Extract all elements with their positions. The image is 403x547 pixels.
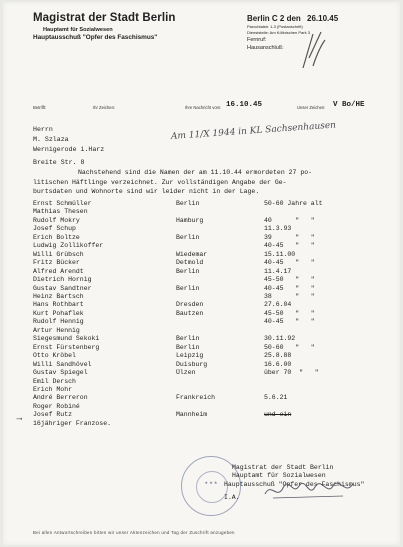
victim-place: [176, 318, 264, 326]
victim-date: über 70 " ": [264, 369, 319, 377]
victim-place: Berlin: [176, 233, 200, 241]
ihre-nachricht-value: 16.10.45: [226, 101, 263, 109]
recipient-address: [33, 125, 104, 168]
victim-place: Ülzen: [176, 369, 196, 377]
victim-row: [33, 420, 334, 428]
paragraph-line: burtsdaten und Wohnorte sind wir leider nicht in der Lage.: [33, 188, 260, 195]
footer-note: Bei allen Antwortschreiben bitten wir unser Aktenzeichen und Tag der Zuschrift anzugeben: [33, 530, 235, 535]
victim-name: Emil Dersch: [33, 377, 76, 385]
victim-row: [33, 200, 334, 208]
paragraph-line: litischen Häftlinge verzeichnet. Zur vollständigen Angabe der Ge-: [33, 178, 287, 186]
stamp-lettering: ★ ★ ★: [204, 480, 218, 485]
victim-name: Alfred Arendt: [33, 267, 84, 275]
victim-date: 50-60 Jahre alt: [264, 200, 323, 207]
victim-place: [176, 242, 264, 250]
victim-row: [33, 403, 334, 411]
victim-date: 11.4.17: [264, 267, 292, 275]
victim-place: Wiedemar: [176, 250, 208, 258]
victim-name: André Berreron: [33, 394, 88, 402]
letterhead-committee: Hauptausschuß "Opfer des Faschismus": [33, 34, 158, 41]
victim-row: [33, 352, 334, 360]
victim-row: [33, 225, 334, 233]
victim-name: Artur Hennig: [33, 326, 80, 334]
victim-date: 16.6.00: [264, 360, 292, 368]
victim-place: [176, 386, 264, 394]
victim-row: [33, 285, 334, 293]
victims-table: [33, 200, 334, 428]
victim-date: 30.11.92: [264, 335, 296, 343]
victim-name: Rudolf Hennig: [33, 318, 84, 326]
contact-line: Fernruf:: [247, 37, 267, 43]
victim-date: 45-50 " ": [264, 309, 315, 317]
victim-date: 40 " ": [264, 216, 315, 224]
victim-place: Berlin: [176, 267, 200, 275]
contact-line: Parochialstr. 1-3 (Postanschrift): [247, 24, 303, 29]
victim-row: [33, 293, 334, 301]
letter-page: [3, 2, 400, 545]
victim-name: Erich Boltze: [33, 233, 80, 241]
victim-name: Fritz Bücker: [33, 259, 80, 267]
victim-date: [264, 386, 334, 394]
victim-name: Mathias Thesen: [33, 208, 88, 216]
letterhead-subtitle: Hauptamt für Sozialwesen: [43, 27, 113, 33]
victim-row: [33, 242, 334, 250]
contact-line: Hausanschluß:: [247, 45, 284, 52]
victim-date: 45-50 " ": [264, 276, 315, 284]
handwritten-note: Am 11/X 1944 in KL Sachsenhausen: [170, 120, 337, 142]
victim-date: [264, 208, 334, 216]
ihre-nachricht-label: Ihre Nachricht vom:: [185, 105, 222, 110]
victim-row: [33, 259, 334, 267]
margin-mark: ⟶: [17, 415, 22, 424]
address-line: Herrn: [33, 126, 53, 133]
body-paragraph: [33, 168, 378, 197]
victim-name: Willi Grübsch: [33, 250, 84, 258]
victim-date: [264, 403, 334, 411]
victim-row: [33, 310, 334, 318]
handwritten-signature: [263, 478, 355, 502]
victim-place: [176, 327, 264, 335]
address-line: Breite Str. 8: [33, 159, 85, 166]
victim-date: [264, 420, 334, 428]
victim-row: [33, 411, 334, 419]
ihr-zeichen-label: Ihr Zeichen:: [93, 105, 116, 110]
victim-place: Berlin: [176, 284, 200, 292]
unser-zeichen-label: Unser Zeichen:: [297, 105, 326, 110]
betrifft-label: Betrifft:: [33, 105, 47, 110]
victim-name: Gustav Sandtner: [33, 284, 92, 292]
victim-row: [33, 276, 334, 284]
victim-name: Otto Kröbel: [33, 352, 76, 360]
victim-date: 50-60 " ": [264, 343, 315, 351]
victim-place: Bautzen: [176, 309, 204, 317]
victim-place: Berlin: [176, 335, 200, 343]
victim-name: Gustav Spiegel: [33, 369, 88, 377]
victim-place: [176, 208, 264, 216]
victim-row: [33, 394, 334, 402]
victim-name: Josef Rutz: [33, 411, 73, 419]
victim-date: 15.11.00: [264, 250, 296, 258]
victim-date: 40-45 " ": [264, 284, 315, 292]
victim-place: Frankreich: [176, 394, 216, 402]
victim-place: [176, 378, 264, 386]
victim-date: 5.6.21: [264, 394, 288, 402]
victim-row: [33, 361, 334, 369]
unser-zeichen-value: V Bo/HE: [333, 101, 365, 109]
victim-name: Ernst Schmüller: [33, 200, 92, 207]
victim-name: Siegesmund Sekoki: [33, 335, 100, 343]
victim-row: [33, 369, 334, 377]
victim-place: [176, 420, 264, 428]
victim-row: [33, 234, 334, 242]
victim-name: Kurt Pohaflek: [33, 309, 84, 317]
victim-name: Rudolf Mokry: [33, 216, 80, 224]
victim-name: 16jähriger Franzose.: [33, 419, 112, 427]
victim-name: Heinz Bartsch: [33, 292, 84, 300]
closing-line: Magistrat der Stadt Berlin: [232, 464, 334, 471]
victim-date: 38 " ": [264, 292, 315, 300]
victim-place: [176, 403, 264, 411]
victim-row: [33, 327, 334, 335]
victim-row: [33, 378, 334, 386]
victim-name: Ernst Fürstenberg: [33, 343, 100, 351]
closing-line: Hauptausschuß "Opfer des Faschismus": [224, 480, 365, 488]
city-date-line: [247, 14, 338, 24]
victim-row: [33, 386, 334, 394]
victim-row: [33, 318, 334, 326]
victim-place: Berlin: [176, 343, 200, 351]
victim-date: 27.6.04: [264, 301, 292, 309]
victim-date: und ein: [264, 411, 292, 419]
victim-place: Mannheim: [176, 411, 208, 419]
victim-date: 11.3.93: [264, 225, 292, 233]
victim-name: Hans Rothbart: [33, 301, 84, 309]
victim-place: Berlin: [176, 200, 200, 207]
contact-line: Dienststelle: Am Köllnischen Park 3: [247, 30, 310, 35]
victim-row: [33, 344, 334, 352]
closing-line: Hauptamt für Sozialwesen: [232, 472, 326, 480]
victim-row: [33, 335, 334, 343]
paragraph-line: Nachstehend sind die Namen der am 11.10.44 ermordeten 27 po-: [78, 169, 313, 176]
victim-name: Dietrich Hornig: [33, 276, 92, 284]
victim-place: Detmold: [176, 259, 204, 267]
victim-row: [33, 301, 334, 309]
victim-name: Ludwig Zollikoffer: [33, 242, 104, 250]
victim-place: Leipzig: [176, 352, 204, 360]
victim-place: Dresden: [176, 301, 204, 309]
victim-date: 25.8.88: [264, 352, 292, 360]
letterhead-title: Magistrat der Stadt Berlin: [33, 12, 176, 24]
address-line: Wernigerode i.Harz: [33, 146, 105, 153]
victim-place: [176, 293, 264, 301]
address-line: M. Szlaza: [33, 136, 69, 143]
victim-name: Josef Schup: [33, 225, 76, 233]
victim-place: Duisburg: [176, 360, 208, 368]
letter-date: 26.10.45: [307, 14, 339, 23]
victim-row: [33, 217, 334, 225]
victim-place: [176, 225, 264, 233]
victim-place: [176, 276, 264, 284]
victim-name: Erich Mohr: [33, 385, 73, 393]
victim-date: 40-45 " ": [264, 318, 315, 326]
victim-place: Hamburg: [176, 216, 204, 224]
victim-row: [33, 251, 334, 259]
victim-date: 40-45 " ": [264, 259, 315, 267]
victim-date: [264, 378, 334, 386]
victim-date: 39 " ": [264, 233, 315, 241]
handwritten-initials: [299, 28, 329, 72]
victim-name: Willi Sandhövel: [33, 360, 92, 368]
city-line: Berlin C 2 den: [247, 14, 301, 23]
victim-row: [33, 268, 334, 276]
victim-name: Roger Robiné: [33, 402, 80, 410]
victim-date: [264, 327, 334, 335]
victim-row: [33, 208, 334, 216]
closing-line: I.A.: [224, 493, 240, 501]
victim-date: 40-45 " ": [264, 242, 315, 250]
